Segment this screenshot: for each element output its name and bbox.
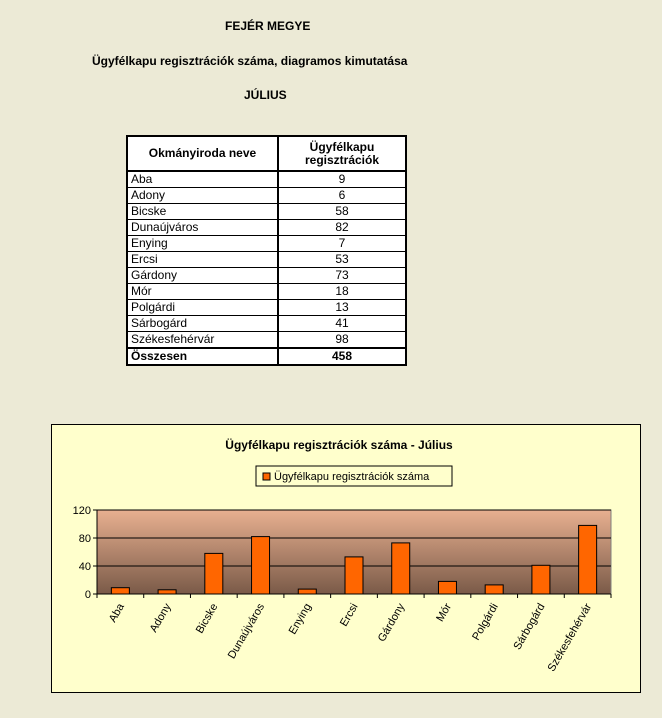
table-row: [127, 188, 406, 204]
x-tick-label: Adony: [147, 601, 174, 635]
office-name: Ercsi: [127, 252, 278, 268]
office-name: Mór: [127, 284, 278, 300]
y-tick-label: 120: [72, 505, 91, 517]
chart-title: Ügyfélkapu regisztrációk száma - Július: [225, 438, 453, 452]
office-name: Adony: [127, 188, 278, 204]
total-row: [127, 348, 406, 365]
bar: [298, 589, 316, 594]
x-tick-label: Aba: [106, 601, 127, 625]
bar: [345, 557, 363, 594]
column-header-office: Okmányiroda neve: [127, 136, 278, 171]
table-row: [127, 171, 406, 188]
y-tick-label: 80: [78, 533, 91, 545]
x-tick-label: Sárbogárd: [511, 601, 548, 652]
bar-chart: [52, 425, 640, 692]
registration-count: 18: [278, 284, 406, 300]
x-tick-label: Ercsi: [337, 601, 361, 629]
table-row: [127, 268, 406, 284]
office-name: Aba: [127, 171, 278, 188]
x-tick-label: Enying: [286, 601, 314, 637]
y-tick-label: 40: [78, 561, 91, 573]
x-tick-label: Polgárdi: [470, 601, 501, 643]
county-title: FEJÉR MEGYE: [225, 19, 311, 33]
office-name: Dunaújváros: [127, 220, 278, 236]
bar: [485, 585, 503, 594]
bar: [438, 581, 456, 594]
x-tick-label: Bicske: [193, 601, 221, 636]
column-header-registrations: Ügyfélkapu regisztrációk: [278, 136, 406, 171]
legend-label: Ügyfélkapu regisztrációk száma: [274, 471, 430, 483]
bar: [252, 537, 270, 594]
table-row: [127, 316, 406, 332]
registration-count: 7: [278, 236, 406, 252]
registration-count: 53: [278, 252, 406, 268]
office-name: Bicske: [127, 204, 278, 220]
table-row: [127, 220, 406, 236]
chart-container: [51, 424, 641, 693]
registration-count: 82: [278, 220, 406, 236]
registration-count: 9: [278, 171, 406, 188]
chart-legend: [256, 466, 452, 486]
x-tick-label: Székesfehérvár: [545, 601, 595, 674]
registrations-table: [126, 135, 407, 366]
registration-count: 98: [278, 332, 406, 349]
x-tick-label: Mór: [434, 601, 455, 624]
x-tick-label: Dunaújváros: [225, 601, 268, 661]
bar: [579, 525, 597, 594]
table-row: [127, 332, 406, 349]
office-name: Enying: [127, 236, 278, 252]
total-value: 458: [278, 348, 406, 365]
office-name: Székesfehérvár: [127, 332, 278, 349]
table-row: [127, 236, 406, 252]
registration-count: 13: [278, 300, 406, 316]
table-row: [127, 300, 406, 316]
registration-count: 58: [278, 204, 406, 220]
table-row: [127, 252, 406, 268]
y-tick-label: 0: [84, 589, 91, 601]
office-name: Gárdony: [127, 268, 278, 284]
total-label: Összesen: [127, 348, 278, 365]
registration-count: 73: [278, 268, 406, 284]
x-tick-label: Gárdony: [375, 601, 408, 645]
report-subtitle: Ügyfélkapu regisztrációk száma, diagramos kimutatása: [92, 54, 408, 68]
bar: [392, 543, 410, 594]
registration-count: 6: [278, 188, 406, 204]
office-name: Sárbogárd: [127, 316, 278, 332]
legend-swatch: [263, 473, 270, 480]
bar: [111, 588, 129, 594]
table-row: [127, 204, 406, 220]
registration-count: 41: [278, 316, 406, 332]
bar: [158, 590, 176, 594]
bar: [205, 553, 223, 594]
month-title: JÚLIUS: [244, 88, 287, 102]
office-name: Polgárdi: [127, 300, 278, 316]
table-row: [127, 284, 406, 300]
bar: [532, 565, 550, 594]
